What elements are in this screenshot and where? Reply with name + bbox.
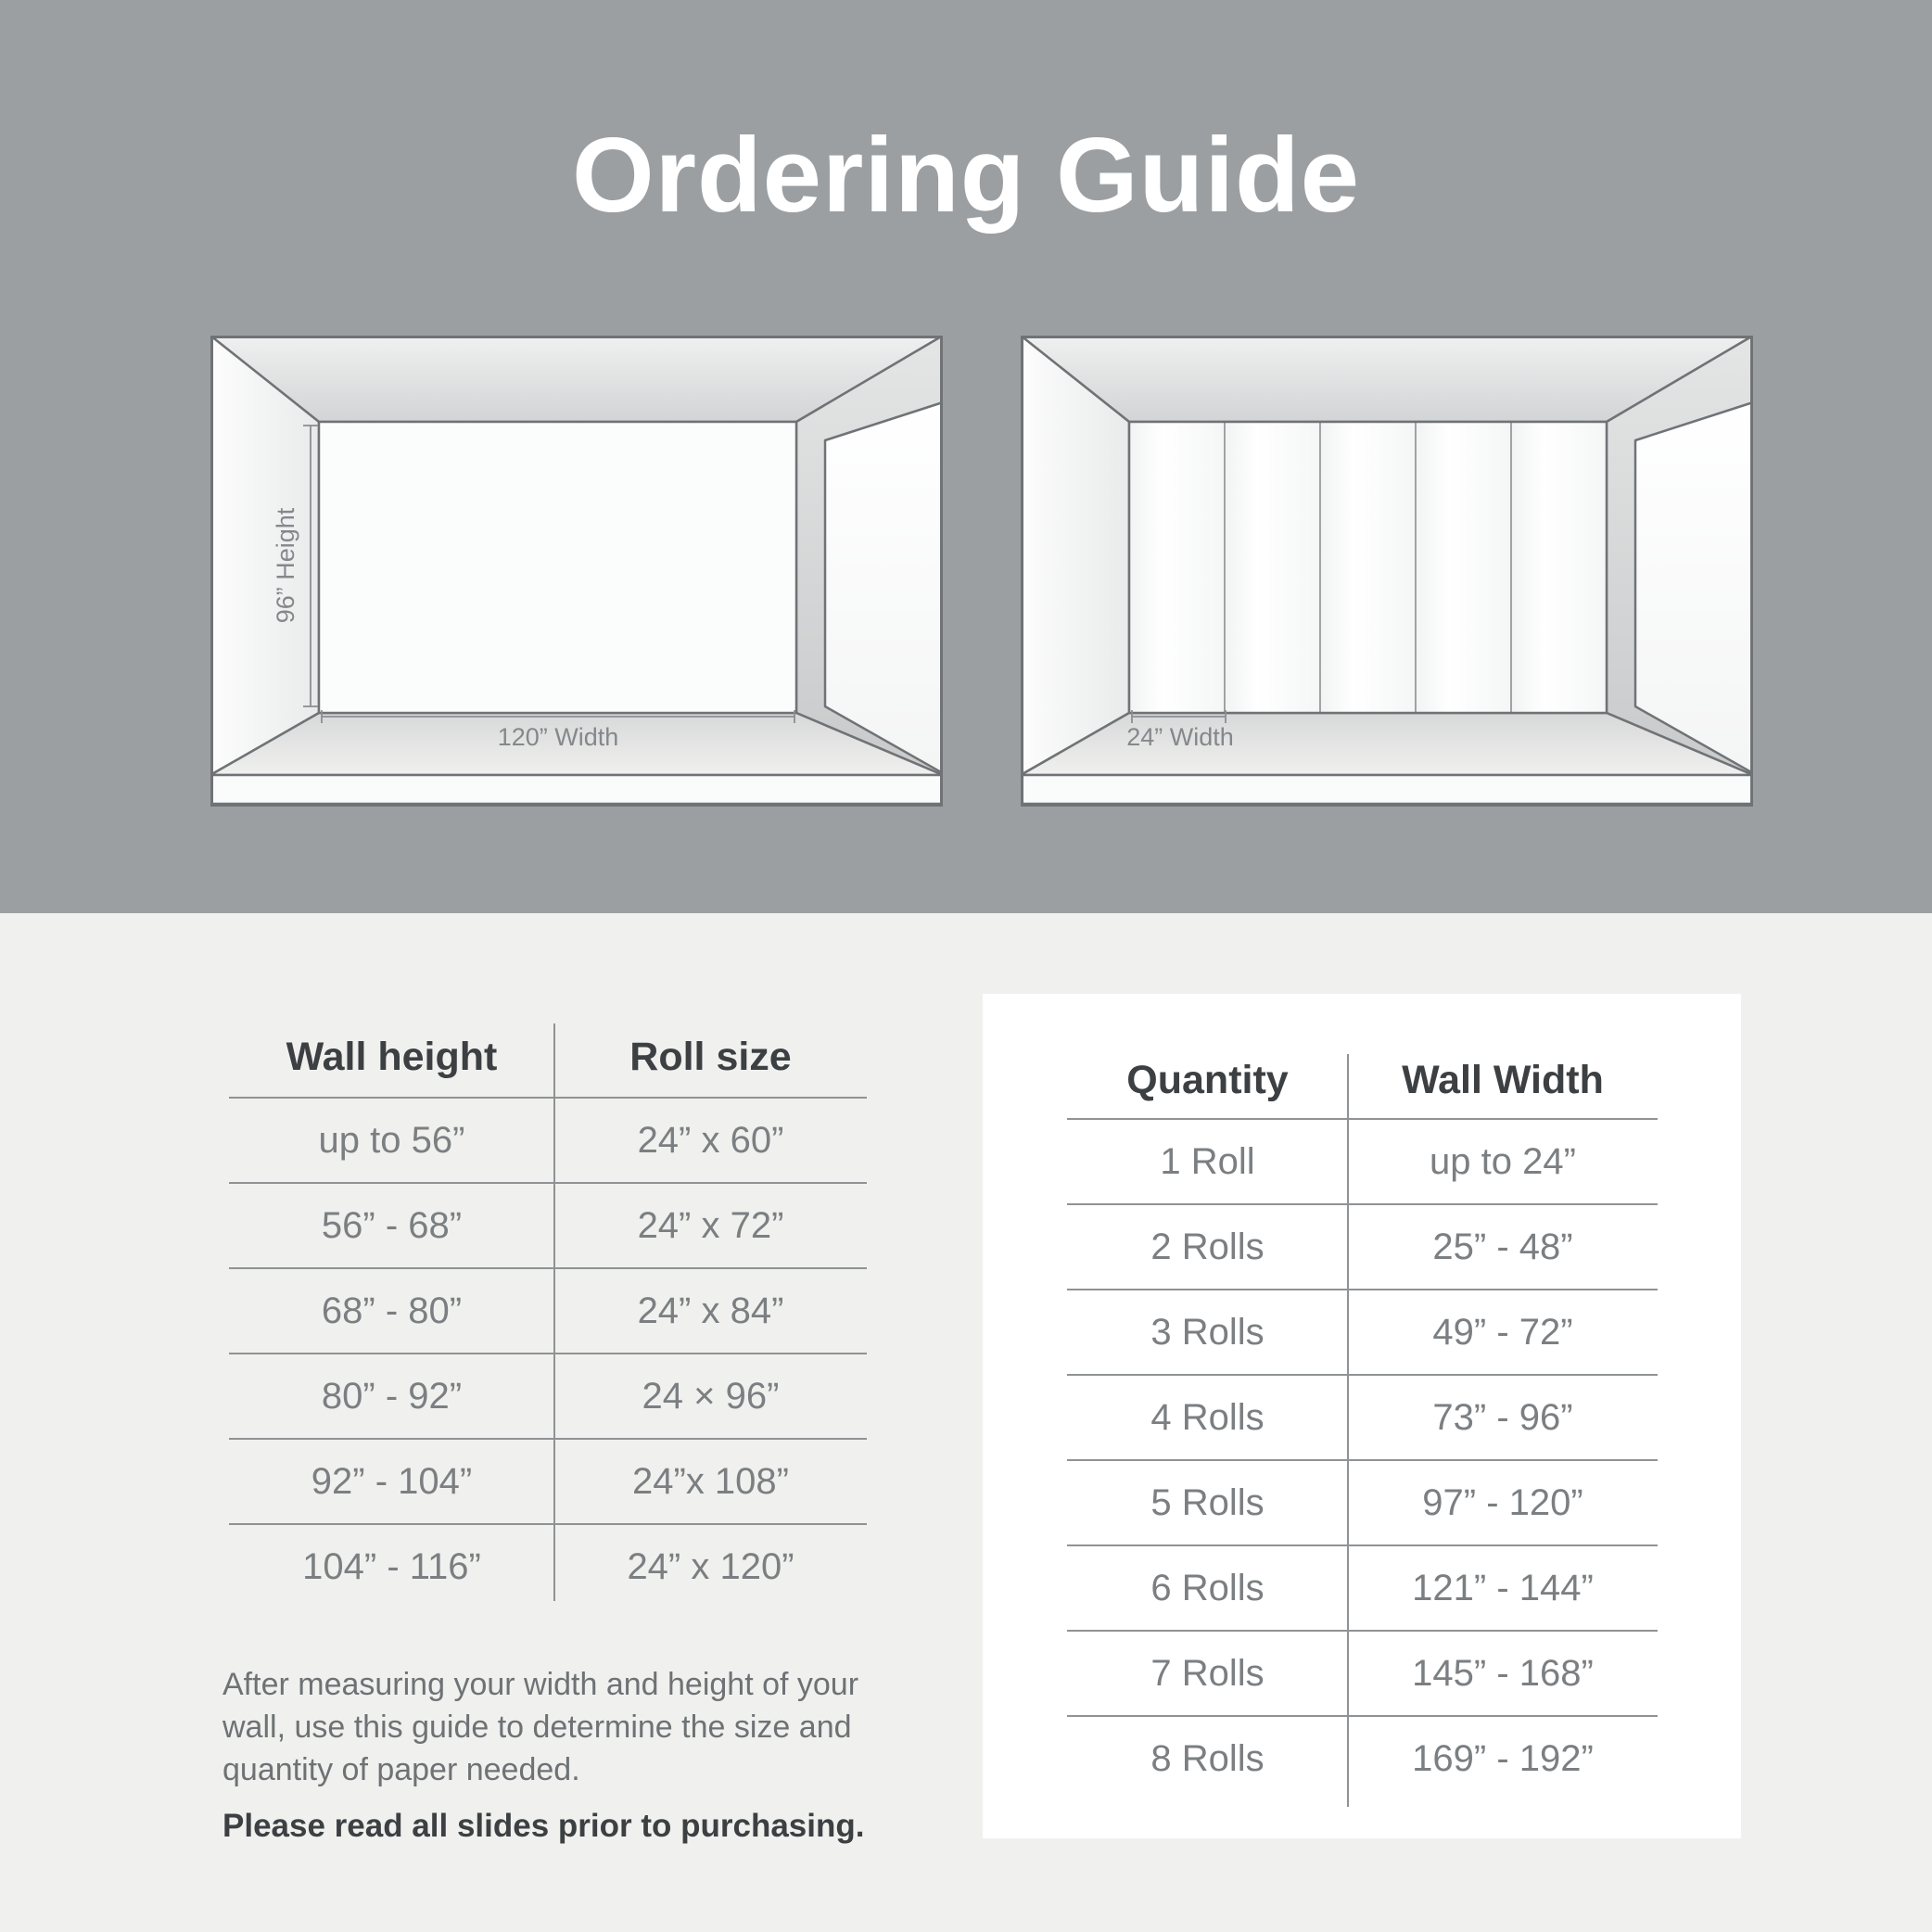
room-diagram-panels xyxy=(1021,336,1753,807)
table-cell: 92” - 104” xyxy=(229,1438,554,1523)
table-cell: 73” - 96” xyxy=(1348,1374,1658,1459)
column-header: Wall Width xyxy=(1402,1058,1604,1102)
table-cell: 121” - 144” xyxy=(1348,1544,1658,1630)
table-cell: 24” x 72” xyxy=(554,1182,867,1267)
table-cell: 7 Rolls xyxy=(1067,1630,1348,1715)
column-divider xyxy=(1347,1054,1349,1807)
table-cell: up to 56” xyxy=(229,1097,554,1182)
wallpaper-panel xyxy=(1511,422,1607,713)
table-cell: 24 × 96” xyxy=(554,1353,867,1438)
table-cell: 3 Rolls xyxy=(1067,1289,1348,1374)
table-cell: 24”x 108” xyxy=(554,1438,867,1523)
column-header: Wall height xyxy=(286,1035,498,1079)
door-opening-wall xyxy=(1635,402,1753,773)
quantity-table xyxy=(1067,1043,1658,1800)
wallpaper-panel xyxy=(1129,422,1225,713)
table-cell: 25” - 48” xyxy=(1348,1203,1658,1289)
table-cell: 24” x 60” xyxy=(554,1097,867,1182)
baseboard xyxy=(210,775,943,804)
column-divider xyxy=(553,1023,555,1601)
table-cell: up to 24” xyxy=(1348,1118,1658,1203)
table-cell: 5 Rolls xyxy=(1067,1459,1348,1544)
width-dimension-label: 120” Width xyxy=(497,723,619,751)
wallpaper-panel xyxy=(1320,422,1416,713)
table-cell: 97” - 120” xyxy=(1348,1459,1658,1544)
column-header: Quantity xyxy=(1126,1058,1289,1102)
measuring-instructions: After measuring your width and height of your wall, use this guide to determine the size and quantity of paper needed. xyxy=(222,1667,859,1787)
table-cell: 24” x 120” xyxy=(554,1523,867,1608)
table-cell: 68” - 80” xyxy=(229,1267,554,1353)
wallpaper-panel xyxy=(1225,422,1320,713)
table-cell: 1 Roll xyxy=(1067,1118,1348,1203)
table-cell: 56” - 68” xyxy=(229,1182,554,1267)
height-dimension-label: 96” Height xyxy=(272,507,299,624)
baseboard xyxy=(1021,775,1753,804)
table-cell: 2 Rolls xyxy=(1067,1203,1348,1289)
table-cell: 145” - 168” xyxy=(1348,1630,1658,1715)
wallpaper-panel xyxy=(1416,422,1511,713)
door-opening-wall xyxy=(825,402,943,773)
table-cell: 4 Rolls xyxy=(1067,1374,1348,1459)
table-cell: 6 Rolls xyxy=(1067,1544,1348,1630)
room-diagram-full-wall xyxy=(210,336,943,807)
column-header: Roll size xyxy=(629,1035,792,1079)
purchase-note: Please read all slides prior to purchasing. xyxy=(222,1808,865,1844)
table-cell: 104” - 116” xyxy=(229,1523,554,1608)
roll-size-table xyxy=(229,1018,867,1608)
table-cell: 49” - 72” xyxy=(1348,1289,1658,1374)
page-title: Ordering Guide xyxy=(571,117,1361,235)
table-cell: 169” - 192” xyxy=(1348,1715,1658,1800)
table-cell: 24” x 84” xyxy=(554,1267,867,1353)
hero-section xyxy=(0,0,1932,913)
feature-wall xyxy=(319,422,796,713)
table-cell: 8 Rolls xyxy=(1067,1715,1348,1800)
table-cell: 80” - 92” xyxy=(229,1353,554,1438)
panel-width-dimension-label: 24” Width xyxy=(1126,723,1234,751)
